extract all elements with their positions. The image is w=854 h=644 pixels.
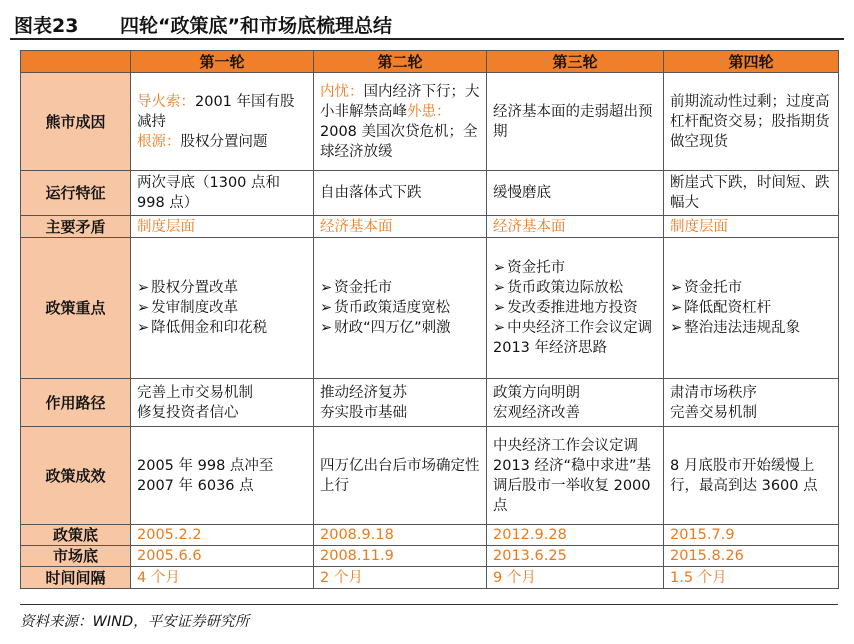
cell-path-round2 — [314, 379, 487, 427]
list-item: ➢ 资金托市 — [670, 278, 832, 298]
cell-policy-round1 — [131, 238, 314, 379]
cell-interval-round3: 9 个月 — [487, 567, 664, 589]
path-line: 推动经济复苏 — [320, 384, 407, 401]
table-row-market-bottom — [21, 546, 839, 567]
path-line: 修复投资者信心 — [137, 404, 239, 421]
row-header-cause: 熊市成因 — [21, 73, 131, 171]
footer-divider — [20, 604, 838, 605]
list-item: ➢ 货币政策边际放松 — [493, 278, 657, 298]
path-line: 完善上市交易机制 — [137, 384, 253, 401]
path-line: 宏观经济改善 — [493, 404, 580, 421]
list-item: ➢ 降低配资杠杆 — [670, 298, 832, 318]
cell-policy-bottom-round2: 2008.9.18 — [314, 525, 487, 546]
figure-number: 图表23 — [14, 15, 79, 37]
list-item: ➢ 发审制度改革 — [137, 298, 307, 318]
cell-interval-round2: 2 个月 — [314, 567, 487, 589]
keyword-external: 外患： — [407, 103, 451, 120]
cell-cause-round4: 前期流动性过剩；过度高杠杆配资交易；股指期货做空现货 — [664, 73, 839, 171]
row-header-market-bottom: 市场底 — [21, 546, 131, 567]
list-item: ➢ 发改委推进地方投资 — [493, 298, 657, 318]
cell-path-round4 — [664, 379, 839, 427]
list-item: ➢ 货币政策适度宽松 — [320, 298, 480, 318]
cell-conflict-round3: 经济基本面 — [487, 216, 664, 238]
table-row-interval — [21, 567, 839, 589]
column-header-round4: 第四轮 — [664, 51, 839, 73]
path-line: 政策方向明朗 — [493, 384, 580, 401]
column-header-round2: 第二轮 — [314, 51, 487, 73]
cell-conflict-round4: 制度层面 — [664, 216, 839, 238]
cell-path-round3 — [487, 379, 664, 427]
cell-effect-round2: 四万亿出台后市场确定性上行 — [314, 427, 487, 525]
cause-external-text: 2008 美国次贷危机；全球经济放缓 — [320, 123, 478, 160]
list-item: ➢ 资金托市 — [493, 258, 657, 278]
keyword-internal: 内忧： — [320, 83, 364, 100]
path-line: 完善交易机制 — [670, 404, 757, 421]
row-header-effect: 政策成效 — [21, 427, 131, 525]
cell-path-round1 — [131, 379, 314, 427]
cell-market-bottom-round1: 2005.6.6 — [131, 546, 314, 567]
cell-feature-round4: 断崖式下跌，时间短、跌幅大 — [664, 171, 839, 216]
path-line: 肃清市场秩序 — [670, 384, 757, 401]
cell-conflict-round1: 制度层面 — [131, 216, 314, 238]
column-header-round3: 第三轮 — [487, 51, 664, 73]
figure-title: 四轮“政策底”和市场底梳理总结 — [120, 15, 392, 37]
list-item: ➢ 中央经济工作会议定调 2013 年经济思路 — [493, 318, 657, 358]
row-header-path: 作用路径 — [21, 379, 131, 427]
cell-cause-round3: 经济基本面的走弱超出预期 — [487, 73, 664, 171]
path-line: 夯实股市基础 — [320, 404, 407, 421]
cause-trigger-text: 2001 年国有股减持 — [137, 93, 295, 130]
cell-interval-round1: 4 个月 — [131, 567, 314, 589]
table-row-conflict — [21, 216, 839, 238]
cell-cause-round1 — [131, 73, 314, 171]
cell-conflict-round2: 经济基本面 — [314, 216, 487, 238]
table-row-cause — [21, 73, 839, 171]
cell-policy-bottom-round1: 2005.2.2 — [131, 525, 314, 546]
cell-policy-round2 — [314, 238, 487, 379]
table-row-effect — [21, 427, 839, 525]
table-row-policy-bottom — [21, 525, 839, 546]
cell-market-bottom-round4: 2015.8.26 — [664, 546, 839, 567]
row-header-policy-bottom: 政策底 — [21, 525, 131, 546]
cell-interval-round4: 1.5 个月 — [664, 567, 839, 589]
column-header-round1: 第一轮 — [131, 51, 314, 73]
list-item: ➢ 降低佣金和印花税 — [137, 318, 307, 338]
table-row-path — [21, 379, 839, 427]
row-header-feature: 运行特征 — [21, 171, 131, 216]
cell-policy-bottom-round4: 2015.7.9 — [664, 525, 839, 546]
list-item: ➢ 整治违法违规乱象 — [670, 318, 832, 338]
cell-policy-round4 — [664, 238, 839, 379]
cell-effect-round4: 8 月底股市开始缓慢上行，最高到达 3600 点 — [664, 427, 839, 525]
cell-market-bottom-round2: 2008.11.9 — [314, 546, 487, 567]
cell-effect-round3: 中央经济工作会议定调 2013 经济“稳中求进”基调后股市一举收复 2000 点 — [487, 427, 664, 525]
cell-effect-round1: 2005 年 998 点冲至 2007 年 6036 点 — [131, 427, 314, 525]
table-row-policy — [21, 238, 839, 379]
cell-feature-round3: 缓慢磨底 — [487, 171, 664, 216]
row-header-conflict: 主要矛盾 — [21, 216, 131, 238]
corner-cell — [21, 51, 131, 73]
cell-feature-round2: 自由落体式下跌 — [314, 171, 487, 216]
list-item: ➢ 股权分置改革 — [137, 278, 307, 298]
cell-cause-round2 — [314, 73, 487, 171]
source-note: 资料来源：WIND，平安证券研究所 — [20, 614, 250, 630]
list-item: ➢ 资金托市 — [320, 278, 480, 298]
cell-market-bottom-round3: 2013.6.25 — [487, 546, 664, 567]
cell-policy-bottom-round3: 2012.9.28 — [487, 525, 664, 546]
keyword-root: 根源： — [137, 133, 181, 150]
summary-table — [20, 50, 839, 589]
header-row — [21, 51, 839, 73]
row-header-policy: 政策重点 — [21, 238, 131, 379]
cell-policy-round3 — [487, 238, 664, 379]
cause-internal-text: 国内经济下行；大小非解禁高峰 — [320, 83, 480, 120]
cell-feature-round1: 两次寻底（1300 点和 998 点） — [131, 171, 314, 216]
row-header-interval: 时间间隔 — [21, 567, 131, 589]
list-item: ➢ 财政“四万亿”刺激 — [320, 318, 480, 338]
table-row-feature — [21, 171, 839, 216]
keyword-trigger: 导火索： — [137, 93, 195, 110]
cause-root-text: 股权分置问题 — [180, 133, 268, 150]
figure-header — [10, 8, 844, 40]
